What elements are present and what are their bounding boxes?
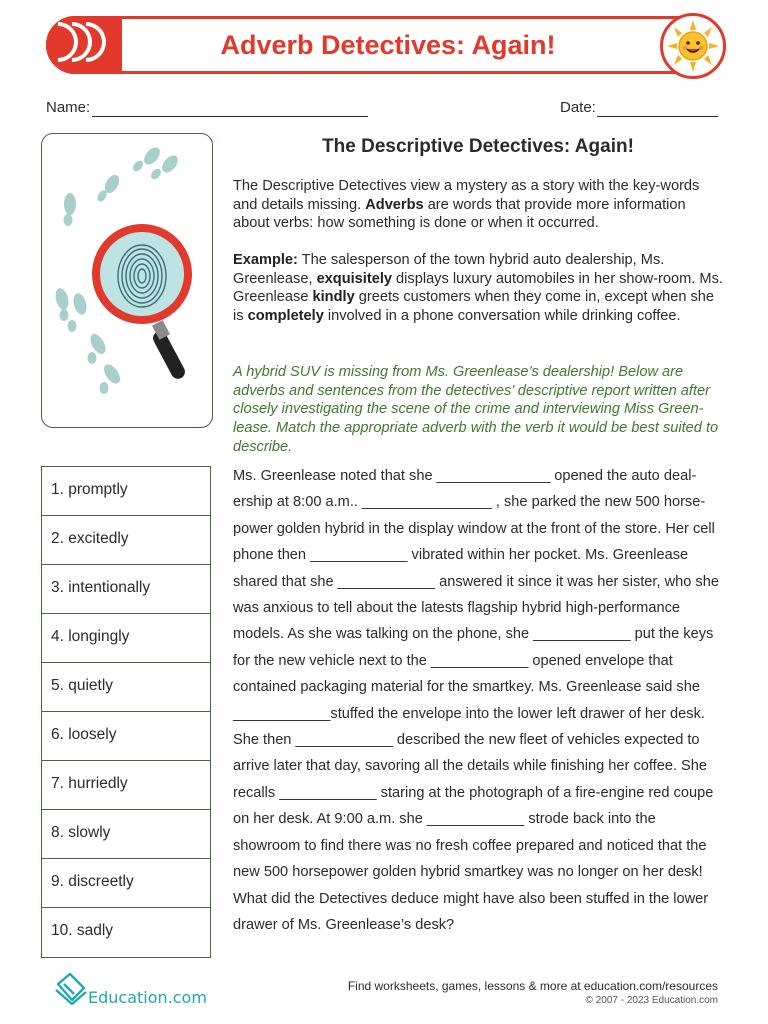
footer-copyright: © 2007 - 2023 Education.com <box>585 995 718 1006</box>
example-text: displays luxury automobiles in her show-room. Ms. Greenlease <box>233 270 723 306</box>
example-adverb: completely <box>247 308 324 325</box>
intro-text: are words that provide more information about verbs: how something is done or when it occurred. <box>233 196 686 232</box>
example-text: greets customers when they come in, except when she is <box>233 289 715 325</box>
intro-text: The Descriptive Detectives view a mystery as a story with the key-words and details missing. <box>233 178 700 213</box>
adverb-item: 5. quietly <box>42 663 210 712</box>
logo-icon <box>54 970 88 1006</box>
section-title: The Descriptive Detectives: Again! <box>322 136 634 157</box>
adverb-list <box>41 466 211 958</box>
date-label: Date: <box>560 99 596 116</box>
instructions: A hybrid SUV is missing from Ms. Greenlease’s dealership! Below are adverbs and sentences from the detectives’ descriptive report written after closely investigating the scene of the crime and interviewing Miss Green-lease. Match the appropriate adverb with the verb it would be best suited to describe. <box>233 364 719 455</box>
example-paragraph <box>233 251 723 326</box>
adverb-item: 1. promptly <box>42 467 210 516</box>
name-label: Name: <box>46 99 91 116</box>
intro-paragraph <box>233 177 723 233</box>
example-adverb: exquisitely <box>316 270 392 287</box>
adverb-item: 8. slowly <box>42 810 210 859</box>
adverb-item: 10. sadly <box>51 922 114 939</box>
adverb-item: 7. hurriedly <box>42 761 210 810</box>
smiling-sun-icon <box>660 13 726 79</box>
adverb-item: 6. loosely <box>42 712 210 761</box>
title-banner <box>46 16 720 74</box>
adverb-item: 2. excitedly <box>42 516 210 565</box>
adverb-item: 9. discreetly <box>42 859 210 908</box>
example-text: The salesperson of the town hybrid auto dealership, Ms. Greenlease, <box>233 252 665 287</box>
detective-illustration <box>41 133 213 428</box>
example-label: Example: <box>233 252 298 268</box>
name-field[interactable] <box>92 116 368 117</box>
footer-resources-link[interactable]: Find worksheets, games, lessons & more at education.com/resources <box>347 979 718 993</box>
example-text: involved in a phone conversation while drinking coffee. <box>323 308 681 325</box>
banner-stripes <box>46 16 122 74</box>
example-adverb: kindly <box>312 289 355 306</box>
adverb-item: 3. intentionally <box>42 565 210 614</box>
date-field[interactable] <box>597 116 718 117</box>
story-passage: Ms. Greenlease noted that she ______________ opened the auto deal-ership at 8:00 a.m.. ________________ , she parked the new 500 horse-power golden hybrid in the display window at the front of the store. Her cell phone then ____________ vibrated within her pocket. Ms. Greenlease shared that she ____________ answered it since it was her sister, who she was anxious to tell about the latests flagship hybrid high-performance models. As she was talking on the phone, she ____________ put the keys for the new vehicle next to the ____________ opened envelope that contained packaging material for the smartkey. Ms. Greenlease said she ____________stuffed the envelope into the lower left drawer of her desk. She then ____________ described the new fleet of vehicles expected to arrive later that day, savoring all the details while finishing her coffee. She recalls ____________ staring at the photograph of a fire-engine red coupe on her desk. At 9:00 a.m. she ____________ strode back into the showroom to find there was no fresh coffee prepared and noticed that the new 500 horsepower golden hybrid smartkey was no longer on her desk! What did the Detectives deduce might have also been stuffed in the lower drawer of Ms. Greenlease’s desk? <box>233 468 719 933</box>
adverb-item: 4. longingly <box>42 614 210 663</box>
intro-adverbs-term: Adverbs <box>365 196 424 213</box>
footer-brand[interactable]: Education.com <box>88 988 207 1007</box>
page-title: Adverb Detectives: Again! <box>220 30 556 60</box>
